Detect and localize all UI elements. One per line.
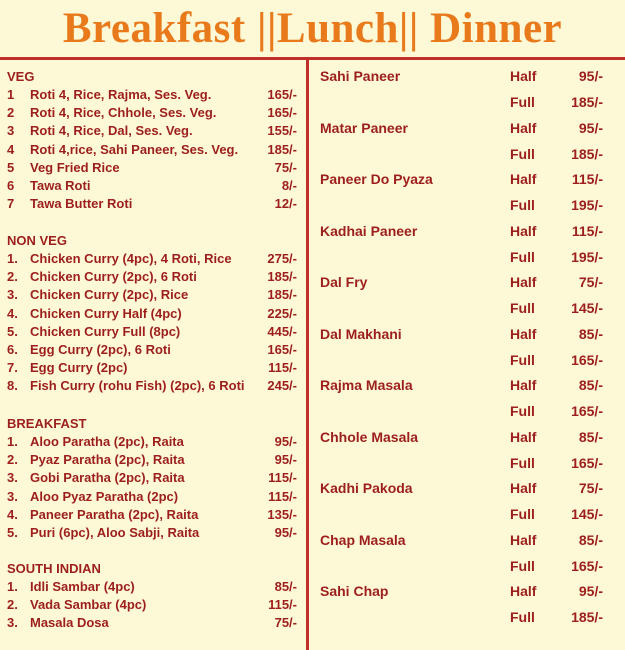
dish-half-line (320, 118, 615, 138)
item-name: Masala Dosa (30, 615, 109, 631)
dish-entry (320, 478, 615, 530)
dish-half-line (320, 375, 615, 395)
full-label: Full (510, 609, 535, 625)
half-price: 85/- (578, 531, 603, 548)
full-price: 165/- (571, 557, 603, 574)
half-label: Half (510, 583, 537, 599)
item-name: Egg Curry (2pc) (30, 360, 128, 376)
item-number: 8. (7, 378, 18, 394)
item-price: 115/- (268, 360, 297, 376)
full-label: Full (510, 248, 535, 265)
item-name: Chicken Curry Full (8pc) (30, 323, 181, 339)
item-number: 2. (7, 597, 18, 613)
dish-name: Kadhi Pakoda (320, 480, 413, 496)
half-label: Half (510, 428, 537, 445)
full-label: Full (510, 454, 535, 471)
item-number: 5. (7, 524, 18, 540)
dish-full-line (320, 607, 615, 627)
item-name: Aloo Pyaz Paratha (2pc) (30, 488, 179, 504)
item-name: Gobi Paratha (2pc), Raita (30, 470, 185, 486)
item-price: 75/- (274, 615, 297, 631)
full-price: 145/- (571, 300, 603, 316)
item-name: Roti 4,rice, Sahi Paneer, Ses. Veg. (30, 141, 239, 157)
full-label: Full (510, 197, 535, 213)
item-name: Fish Curry (rohu Fish) (2pc), 6 Roti (30, 378, 245, 394)
item-number: 3. (7, 615, 18, 631)
item-number: 2 (7, 105, 15, 121)
item-number: 4. (7, 305, 18, 321)
item-price: 95/- (274, 524, 297, 540)
item-name: Tawa Roti (30, 177, 91, 193)
dish-name: Dal Fry (320, 274, 368, 290)
item-name: Vada Sambar (4pc) (30, 597, 147, 613)
item-price: 95/- (274, 452, 297, 468)
column-divider (306, 60, 309, 650)
item-number: 4 (7, 141, 15, 157)
item-name: Chicken Curry Half (4pc) (30, 305, 182, 321)
menu-item (7, 122, 297, 140)
item-number: 5 (7, 159, 15, 175)
menu-item (7, 433, 297, 451)
item-price: 12/- (274, 196, 297, 212)
full-price: 165/- (571, 351, 603, 368)
item-number: 3. (7, 287, 18, 303)
item-name: Roti 4, Rice, Dal, Ses. Veg. (30, 123, 193, 139)
item-name: Pyaz Paratha (2pc), Raita (30, 452, 185, 468)
dish-name: Matar Paneer (320, 119, 408, 136)
item-price: 185/- (267, 287, 297, 303)
item-price: 85/- (274, 579, 297, 594)
menu-item (7, 469, 297, 487)
menu-item (7, 323, 297, 341)
section-heading: VEG (7, 69, 35, 84)
dish-full-line (320, 504, 615, 524)
dish-entry (320, 375, 615, 427)
half-price: 95/- (578, 119, 603, 136)
menu-item (7, 141, 297, 159)
half-price: 95/- (578, 68, 603, 84)
dish-entry (320, 118, 615, 170)
dish-name: Dal Makhani (320, 325, 402, 342)
half-price: 115/- (571, 222, 603, 239)
item-name: Roti 4, Rice, Rajma, Ses. Veg. (30, 87, 212, 102)
half-label: Half (510, 171, 537, 187)
section-breakfast (7, 415, 297, 542)
item-name: Idli Sambar (4pc) (30, 579, 135, 594)
menu-item (7, 578, 297, 596)
item-price: 115/- (268, 470, 297, 486)
item-number: 7 (7, 196, 15, 212)
item-name: Egg Curry (2pc), 6 Roti (30, 341, 171, 357)
menu-item (7, 86, 297, 104)
item-name: Tawa Butter Roti (30, 196, 133, 212)
full-price: 195/- (571, 197, 603, 213)
dish-entry (320, 272, 615, 324)
menu-item (7, 377, 297, 395)
menu-item (7, 250, 297, 268)
menu-item (7, 341, 297, 359)
item-price: 165/- (267, 341, 297, 357)
dish-entry (320, 66, 615, 118)
menu-item (7, 614, 297, 632)
item-number: 6. (7, 341, 18, 357)
dish-full-line (320, 453, 615, 473)
item-price: 185/- (267, 269, 297, 285)
dish-half-line (320, 272, 615, 292)
item-number: 1. (7, 579, 18, 594)
half-label: Half (510, 68, 537, 84)
item-number: 4. (7, 506, 18, 522)
menu-item (7, 195, 297, 213)
full-price: 185/- (571, 609, 603, 625)
half-price: 115/- (571, 171, 603, 187)
dish-full-line (320, 350, 615, 370)
menu-title: Breakfast ||Lunch|| Dinner (62, 4, 563, 52)
item-number: 7. (7, 360, 18, 376)
half-price: 75/- (578, 274, 603, 290)
half-price: 85/- (578, 428, 603, 445)
item-number: 1. (7, 434, 18, 449)
menu-item (7, 488, 297, 506)
dish-name: Sahi Paneer (320, 68, 401, 84)
item-price: 445/- (267, 323, 297, 339)
full-label: Full (510, 145, 535, 162)
dish-full-line (320, 401, 615, 421)
half-price: 85/- (578, 325, 603, 342)
dish-name: Chhole Masala (320, 428, 419, 445)
item-price: 95/- (274, 434, 297, 449)
item-name: Chicken Curry (4pc), 4 Roti, Rice (30, 251, 232, 266)
full-price: 185/- (571, 145, 603, 162)
half-price: 95/- (578, 583, 603, 599)
item-price: 275/- (267, 251, 297, 266)
item-number: 3 (7, 123, 15, 139)
full-label: Full (510, 351, 535, 368)
menu-item (7, 506, 297, 524)
half-label: Half (510, 531, 537, 548)
dish-half-line (320, 169, 615, 189)
menu-item (7, 268, 297, 286)
full-label: Full (510, 506, 535, 522)
item-price: 185/- (267, 141, 297, 157)
item-name: Puri (6pc), Aloo Sabji, Raita (30, 524, 200, 540)
dish-entry (320, 324, 615, 376)
section-veg (7, 68, 297, 213)
menu-item (7, 359, 297, 377)
item-price: 135/- (267, 506, 297, 522)
section-non-veg (7, 232, 297, 396)
dish-entry (320, 169, 615, 221)
item-name: Veg Fried Rice (30, 159, 120, 175)
dish-half-line (320, 530, 615, 550)
item-price: 245/- (267, 378, 297, 394)
dish-half-line (320, 66, 615, 86)
dish-entry (320, 221, 615, 273)
dish-name: Rajma Masala (320, 377, 413, 393)
half-label: Half (510, 377, 537, 393)
half-price: 75/- (578, 480, 603, 496)
item-name: Aloo Paratha (2pc), Raita (30, 434, 184, 449)
item-name: Chicken Curry (2pc), 6 Roti (30, 269, 197, 285)
item-number: 3. (7, 470, 18, 486)
title-divider (0, 57, 625, 60)
dish-full-line (320, 195, 615, 215)
full-price: 165/- (571, 454, 603, 471)
full-label: Full (510, 94, 535, 110)
dish-half-line (320, 581, 615, 601)
menu-item (7, 524, 297, 542)
item-number: 6 (7, 177, 15, 193)
item-price: 75/- (274, 159, 297, 175)
dish-name: Sahi Chap (320, 583, 389, 599)
half-label: Half (510, 480, 537, 496)
dish-name: Chap Masala (320, 531, 406, 548)
full-price: 185/- (571, 94, 603, 110)
dish-name: Paneer Do Pyaza (320, 171, 433, 187)
half-label: Half (510, 274, 537, 290)
dish-half-line (320, 324, 615, 344)
item-price: 115/- (268, 597, 297, 613)
full-price: 145/- (571, 506, 603, 522)
full-price: 165/- (571, 403, 603, 419)
section-south-indian (7, 560, 297, 633)
item-price: 165/- (267, 105, 297, 121)
full-label: Full (510, 557, 535, 574)
half-label: Half (510, 222, 537, 239)
item-number: 3. (7, 488, 18, 504)
section-heading: NON VEG (7, 233, 67, 248)
item-number: 1 (7, 87, 15, 102)
dish-full-line (320, 92, 615, 112)
dish-full-line (320, 247, 615, 267)
dish-half-line (320, 221, 615, 241)
menu-item (7, 451, 297, 469)
half-label: Half (510, 325, 537, 342)
menu-item (7, 159, 297, 177)
full-label: Full (510, 403, 535, 419)
item-name: Paneer Paratha (2pc), Raita (30, 506, 199, 522)
item-price: 155/- (267, 123, 297, 139)
item-price: 165/- (267, 87, 297, 102)
dish-full-line (320, 298, 615, 318)
item-price: 115/- (268, 488, 297, 504)
menu-item (7, 177, 297, 195)
menu-item (7, 596, 297, 614)
section-heading: BREAKFAST (7, 416, 87, 431)
dish-full-line (320, 144, 615, 164)
half-label: Half (510, 119, 537, 136)
dish-name: Kadhai Paneer (320, 222, 418, 239)
menu-item (7, 305, 297, 323)
item-name: Chicken Curry (2pc), Rice (30, 287, 189, 303)
item-number: 2. (7, 269, 18, 285)
full-label: Full (510, 300, 535, 316)
item-price: 8/- (281, 177, 297, 193)
item-number: 1. (7, 251, 18, 266)
full-price: 195/- (571, 248, 603, 265)
menu-item (7, 286, 297, 304)
dish-entry (320, 581, 615, 633)
item-price: 225/- (267, 305, 297, 321)
item-number: 5. (7, 323, 18, 339)
dish-full-line (320, 556, 615, 576)
dish-half-line (320, 478, 615, 498)
half-price: 85/- (578, 377, 603, 393)
dish-entry (320, 530, 615, 582)
dish-half-line (320, 427, 615, 447)
section-heading: SOUTH INDIAN (7, 561, 101, 576)
item-name: Roti 4, Rice, Chhole, Ses. Veg. (30, 105, 217, 121)
menu-item (7, 104, 297, 122)
item-number: 2. (7, 452, 18, 468)
dish-entry (320, 427, 615, 479)
